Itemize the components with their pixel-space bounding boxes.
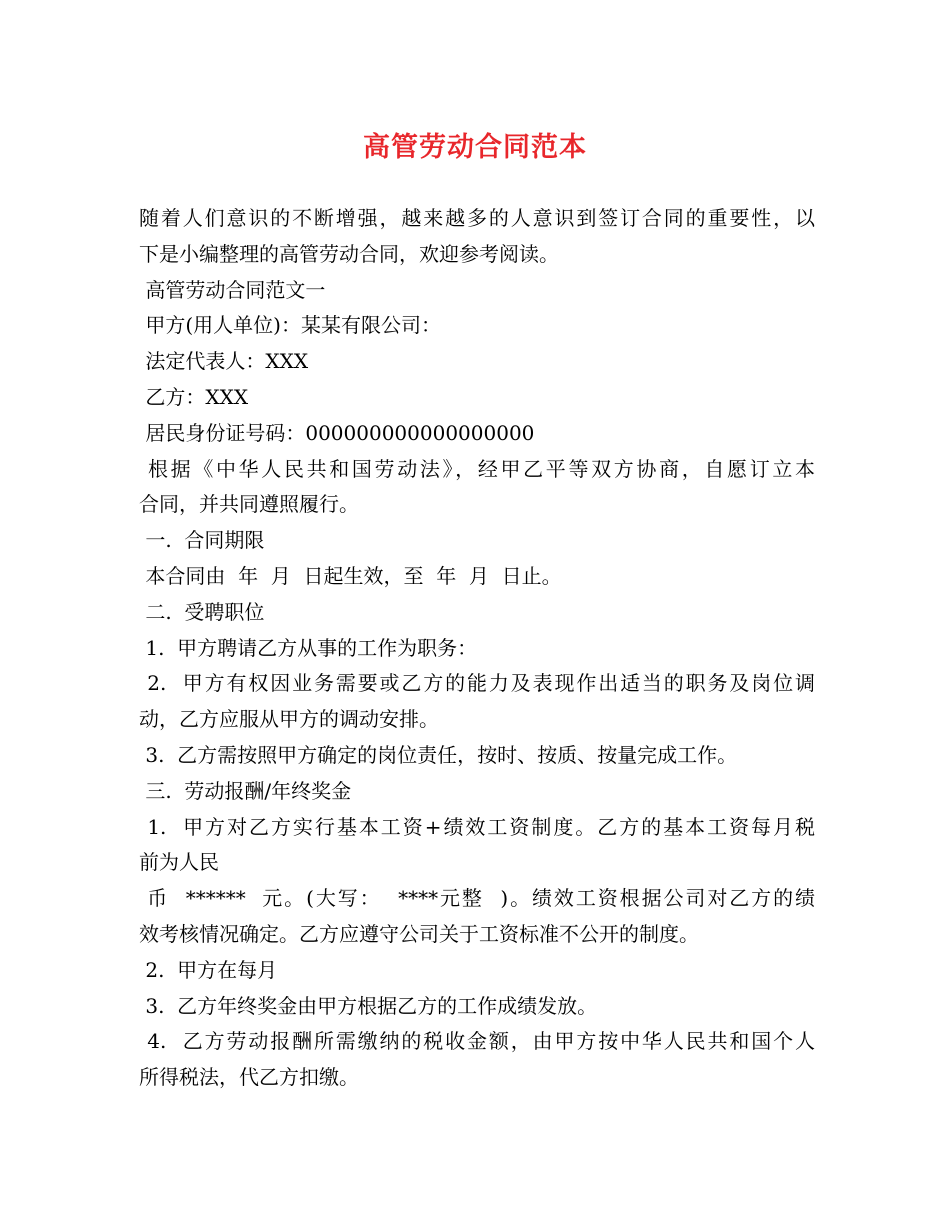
- text-line: 2. 甲方有权因业务需要或乙方的能力及表现作出适当的职务及岗位调: [139, 671, 815, 696]
- text-line: 下是小编整理的高管劳动合同，欢迎参考阅读。: [139, 241, 559, 266]
- text-line: 币 ****** 元。(大写： ****元整 )。绩效工资根据公司对乙方的绩: [139, 886, 815, 911]
- section-heading: 高管劳动合同范文一: [139, 277, 326, 302]
- clause-heading: 二. 受聘职位: [139, 599, 265, 624]
- text-line: 根据《中华人民共和国劳动法》，经甲乙平等双方协商，自愿订立本: [139, 456, 815, 481]
- text-line: 随着人们意识的不断增强，越来越多的人意识到签订合同的重要性，以: [139, 206, 815, 230]
- text-line: 前为人民: [139, 850, 219, 875]
- document-title: 高管劳动合同范本: [363, 132, 587, 163]
- text-line: 3. 乙方年终奖金由甲方根据乙方的工作成绩发放。: [139, 993, 598, 1018]
- text-line: 合同，并共同遵照履行。: [139, 492, 359, 517]
- text-line: 甲方(用人单位)：某某有限公司：: [139, 313, 441, 338]
- document-body: [139, 201, 815, 1096]
- text-line: 3. 乙方需按照甲方确定的岗位责任，按时、按质、按量完成工作。: [139, 742, 738, 767]
- text-line: 动，乙方应服从甲方的调动安排。: [139, 707, 439, 732]
- clause-heading: 一. 合同期限: [139, 528, 265, 553]
- text-line: 居民身份证号码：000000000000000000: [139, 420, 535, 445]
- text-line: 乙方：XXX: [139, 384, 249, 409]
- text-line: 法定代表人：XXX: [139, 349, 309, 374]
- text-line: 效考核情况确定。乙方应遵守公司关于工资标准不公开的制度。: [139, 921, 699, 946]
- text-line: 1. 甲方聘请乙方从事的工作为职务：: [139, 635, 478, 660]
- text-line: 本合同由 年 月 日起生效，至 年 月 日止。: [139, 563, 562, 588]
- text-line: 1. 甲方对乙方实行基本工资+绩效工资制度。乙方的基本工资每月税: [139, 814, 815, 839]
- clause-heading: 三. 劳动报酬/年终奖金: [139, 778, 352, 803]
- text-line: 4. 乙方劳动报酬所需缴纳的税收金额，由甲方按中华人民共和国个人: [139, 1029, 815, 1054]
- text-line: 2. 甲方在每月: [139, 957, 278, 982]
- text-line: 所得税法，代乙方扣缴。: [139, 1065, 359, 1090]
